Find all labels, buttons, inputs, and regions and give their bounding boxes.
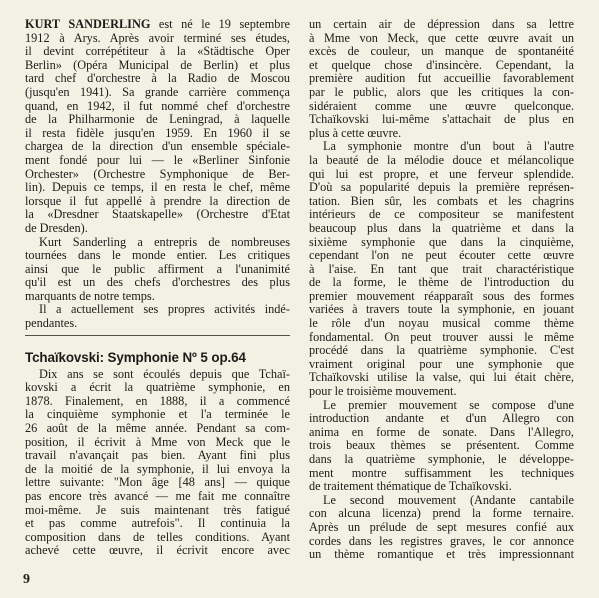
- text-line: Dix ans se sont écoulés depuis que Tchaï-: [39, 366, 290, 381]
- text-line: Berlin» (Opéra Municipal de Berlin) et plus: [25, 57, 290, 72]
- text-line: le rôle d'un noyau musical comme thème: [309, 316, 574, 331]
- text-line: de la moitié de la symphonie, il lui envoya la: [25, 461, 290, 476]
- text-line: ment montre suffisamment les techniques: [309, 465, 574, 480]
- text-line: un thème romantique et très impressionnant: [309, 547, 574, 562]
- text-line: kovski a écrit la quatrième symphonie, en: [25, 380, 290, 395]
- text-line: un certain air de dépression dans sa lettre: [309, 17, 574, 31]
- text-line: position, il écrivit à Mme von Meck que le: [25, 434, 290, 449]
- text-line: qu'il est un des chefs d'orchestres des plus: [25, 275, 290, 290]
- biography-block: [25, 18, 290, 331]
- text-line: la cinquième symphonie et l'a terminée le: [25, 407, 290, 422]
- text-line: il devint corrépétiteur à la «Städtische Oper: [25, 44, 290, 59]
- text-line: (jusqu'en 1941). Sa grande carrière commença: [25, 84, 290, 99]
- text-line: dans la quatrième symphonie, le développe-: [309, 452, 574, 466]
- text-line: trois beaux thèmes se présentent. Comme: [309, 438, 574, 453]
- text-line: pas encore très avancé — me fait me connaître: [25, 489, 290, 503]
- text-line: et pas comme autrefois". Il continuia la: [25, 516, 290, 531]
- text-line: il resta fidèle jusqu'en 1959. En 1960 il se: [25, 125, 290, 140]
- text-line: plus à cette œuvre.: [309, 125, 402, 140]
- text-line: Kurt Sanderling a entrepris de nombreuses: [39, 234, 290, 249]
- text-line: Tchaïkovski utilise la valse, qui lui était chère,: [309, 370, 574, 385]
- text-line: à l'aise. En tant que trait charactéristique: [309, 261, 574, 276]
- text-line: Le second mouvement (Andante cantabile: [323, 492, 574, 507]
- text-line: pour le troisième mouvement.: [309, 384, 457, 399]
- text-run: est né le 19 septembre: [150, 17, 291, 31]
- text-line: achevé cette œuvre, il écrivit encore avec: [25, 543, 290, 558]
- text-line: qui lui est propre, et une ferveur splendide.: [309, 166, 574, 181]
- text-line: quand, en 1942, il fut nommé chef d'orchestre: [25, 98, 290, 113]
- text-line: vraiment original pour une symphonie que: [309, 356, 574, 371]
- section-heading: Tchaïkovski: Symphonie Nº 5 op.64: [25, 349, 246, 365]
- text-line: con alcuna licenza) prend la forme ternaire.: [309, 506, 574, 521]
- text-line: 26 août de la même année. Pendant sa com-: [25, 421, 290, 436]
- text-line: la «Dresdner Staatskapelle» (Orchestre d'Etat: [25, 207, 290, 222]
- text-line: première audition fut accueillie favorablement: [309, 71, 574, 86]
- text-line: cordes dans les registres graves, le cor annonce: [309, 533, 574, 548]
- text-line: Orchester» (Orchestre Symphonique de Ber-: [25, 166, 290, 181]
- text-line: fondamental. On peut trouver aussi le même: [309, 329, 574, 344]
- text-line: composition dans de telles conditions. Ayant: [25, 529, 290, 544]
- name-bold: KURT SANDERLING: [25, 17, 151, 31]
- text-line: de Dresden).: [25, 220, 88, 235]
- text-line: lin). Depuis ce temps, il en resta le chef, même: [25, 180, 290, 195]
- text-line: chargea de la direction d'un ensemble spéciale-: [25, 139, 290, 154]
- text-line: lettre suivante: "Mon âge [48 ans] — quique: [25, 475, 290, 490]
- page-number: 9: [23, 572, 30, 587]
- text-line: de la forme, le thème de l'introduction du: [309, 275, 574, 290]
- text-line: premier mouvement réapparaît sous des formes: [309, 288, 574, 303]
- right-column-body: [309, 18, 574, 562]
- section-body: [25, 368, 290, 558]
- text-line: procédé dans la quatrième symphonie. C'est: [309, 343, 574, 358]
- text-line: anima en forme de sonate. Dans l'Allegro,: [309, 424, 574, 439]
- text-line: pendantes.: [25, 316, 78, 331]
- text-line: cependant l'on ne peut écouter cette œuvre: [309, 248, 574, 263]
- text-line: la beauté de la mélodie douce et mélancolique: [309, 152, 574, 167]
- text-line: ment fondé pour lui — le «Berliner Sinfonie: [25, 152, 290, 167]
- text-line: introduction andante et d'un Allegro con: [309, 411, 574, 426]
- text-line: par le public, alors que les critiques la con-: [309, 84, 574, 99]
- text-line: D'où sa popularité depuis la première représen-: [309, 180, 574, 195]
- text-line: beaucoup plus dans la quatrième et dans la: [309, 220, 574, 235]
- text-line: La symphonie montre d'un bout à l'autre: [323, 139, 574, 154]
- text-line: de traitement thématique de Tchaïkovski.: [309, 479, 512, 494]
- text-line: sixième symphonie que dans la cinquième,: [309, 234, 574, 249]
- text-line: à Mme von Meck, que cette œuvre avait un: [309, 30, 574, 45]
- section-divider: [25, 335, 290, 336]
- text-line: excès de couleur, un manque de spontanéité: [309, 44, 574, 59]
- text-line: lorsque il fut appellé à prendre la direction de: [25, 193, 290, 208]
- text-line: de la Philharmonie de Leningrad, à laquelle: [25, 112, 290, 127]
- text-line: Après un prélude de sept mesures confié aux: [309, 519, 574, 534]
- text-line: tation. Bien sûr, les combats et les chagrins: [309, 193, 574, 208]
- right-column: [309, 18, 574, 562]
- left-column: [25, 18, 290, 558]
- text-line: moi-même. Je suis maintenant très fatigué: [25, 502, 290, 517]
- text-line: variées à travers toute la symphonie, en jouant: [309, 302, 574, 317]
- text-line: travail n'avançait pas bien. Ayant fini plus: [25, 448, 290, 463]
- text-line: tournées dans le monde entier. Les critiques: [25, 248, 290, 263]
- text-line: ainsi que le public affirment a l'unanimité: [25, 261, 290, 276]
- text-line: et quelque chose d'insincère. Cependant, la: [309, 57, 574, 72]
- text-line: tard chef d'orchestre à la Radio de Moscou: [25, 71, 290, 86]
- text-line: 1912 à Arys. Après avoir terminé ses études,: [25, 30, 290, 45]
- text-line: Le premier mouvement se compose d'une: [323, 397, 574, 412]
- text-line: sidéraient comme une œuvre quelconque.: [309, 98, 574, 113]
- text-line: Il a actuellement ses propres activités indé-: [39, 302, 290, 317]
- text-line: marquants de notre temps.: [25, 288, 155, 303]
- text-line: 1878. Finalement, en 1888, il a commencé: [25, 393, 290, 408]
- text-line: intérieurs de ce compositeur se manifestent: [309, 207, 574, 222]
- text-line: Tchaïkovski lui-même s'attachait de plus en: [309, 112, 574, 127]
- text-line: [25, 18, 290, 32]
